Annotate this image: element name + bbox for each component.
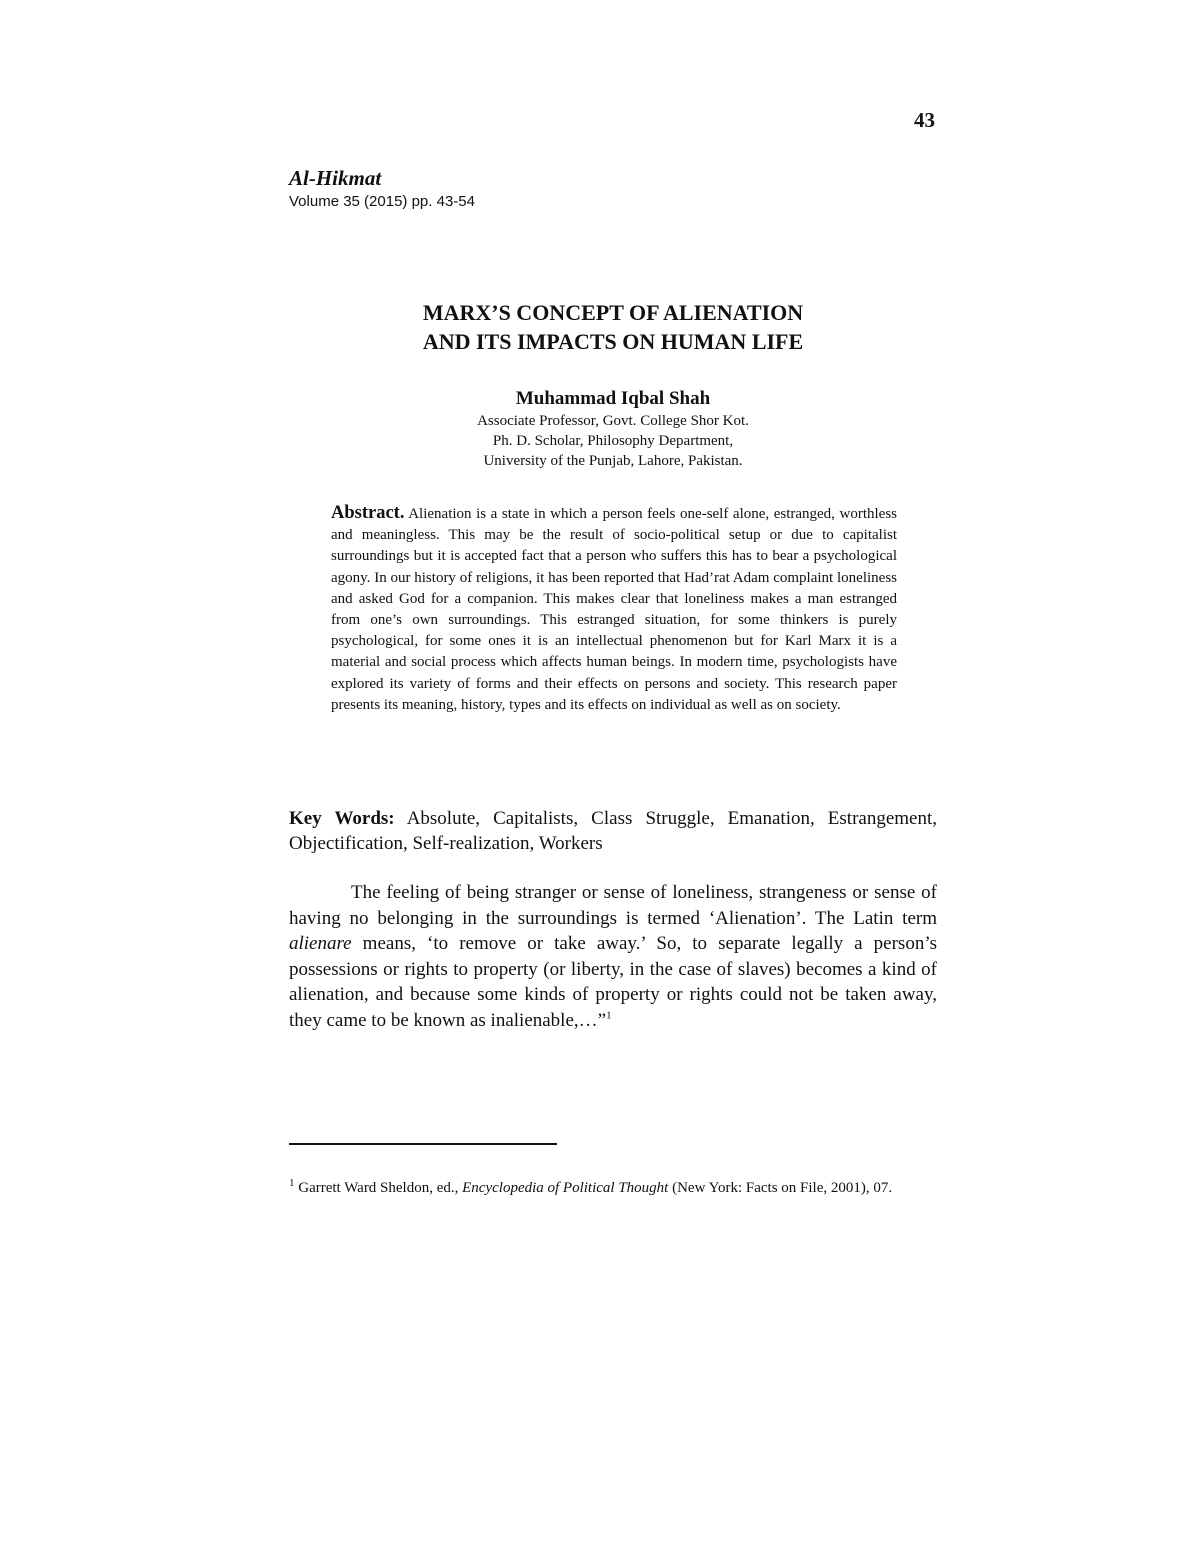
abstract [331, 503, 897, 716]
body-paragraph [289, 880, 937, 1033]
author-name: Muhammad Iqbal Shah [515, 388, 711, 409]
footnote-text-part-1: Garrett Ward Sheldon, ed., [294, 1180, 463, 1196]
journal-volume: Volume 35 (2015) pp. 43-54 [289, 193, 475, 210]
body-text-part-2: means, ‘to remove or take away.’ So, to separate legally a person’s possessions or rights to property (or liberty, in the case of slaves) becomes a kind of alienation, and because some kinds of property or rights could not be taken away, they came to be known as inalienable,…” [289, 933, 937, 1031]
footnote-text-part-2: (New York: Facts on File, 2001), 07. [668, 1180, 893, 1196]
keywords [289, 806, 937, 856]
article-title [289, 298, 937, 356]
page-number: 43 [914, 108, 935, 132]
author-affiliation-2: Ph. D. Scholar, Philosophy Department, [492, 433, 734, 449]
journal-name: Al-Hikmat [289, 166, 382, 190]
footnote-divider [289, 1143, 557, 1145]
keywords-label: Key Words: [289, 808, 395, 829]
footnote-marker: 1 [289, 1177, 295, 1189]
body-italic-term: alienare [289, 933, 352, 954]
body-text-part-1: The feeling of being stranger or sense of loneliness, strangeness or sense of having no belonging in the surroundings is termed ‘Alienation’. The Latin term [289, 882, 937, 929]
abstract-label: Abstract. [331, 503, 405, 523]
footnote [289, 1178, 937, 1199]
author-affiliation-1: Associate Professor, Govt. College Shor Kot. [477, 413, 749, 429]
title-line-1: MARX’S CONCEPT OF ALIENATION [422, 300, 804, 325]
footnote-italic-title: Encyclopedia of Political Thought [462, 1180, 669, 1196]
journal-header [289, 166, 475, 212]
footnote-reference[interactable]: 1 [606, 1009, 612, 1022]
author-block [289, 387, 937, 471]
abstract-text: Alienation is a state in which a person feels one-self alone, estranged, worthless and meaningless. This may be the result of socio-political setup or due to capitalist surroundings but it is accepted fact that a person who suffers this has to bear a psychological agony. In our history of religions, it has been reported that Had’rat Adam complaint loneliness and asked God for a companion. This makes clear that loneliness makes a man estranged from one’s own surroundings. This estranged situation, for some thinkers is purely psychological, for some ones it is an intellectual phenomenon but for Karl Marx it is a material and social process which affects human beings. In modern time, psychologists have explored its variety of forms and their effects on persons and society. This research paper presents its meaning, history, types and its effects on individual as well as on society. [331, 506, 897, 713]
title-line-2: AND ITS IMPACTS ON HUMAN LIFE [422, 329, 804, 354]
keywords-text: Absolute, Capitalists, Class Struggle, Emanation, Estrangement, Objectification, Self-realization, Workers [289, 808, 938, 854]
author-affiliation-3: University of the Punjab, Lahore, Pakistan. [483, 453, 743, 469]
